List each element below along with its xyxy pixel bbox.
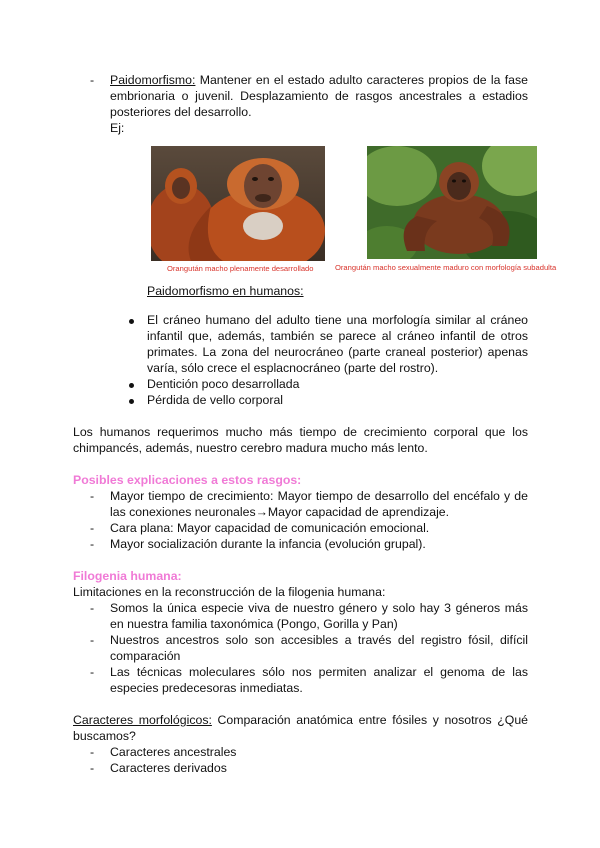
humanos-bullet-1: El cráneo humano del adulto tiene una morfología similar al cráneo infantil que, además, también se parece al cráneo infantil de otros primates. La zona del neurocráneo (parte craneal posterior) apenas varía, sólo crece el esplacnocráneo (parte del rostro).	[147, 313, 528, 375]
caracteres-text: Comparación anatómica entre fósiles y nosotros ¿Qué buscamos?	[73, 713, 529, 743]
orangutan-flanged-illustration	[151, 146, 325, 261]
dash-marker: -	[90, 633, 95, 647]
right-photo-caption: Orangután macho sexualmente maduro con morfología subadulta	[335, 263, 557, 272]
filogenia-item-1: Somos la única especie viva de nuestro género y solo hay 3 géneros más en nuestra familia taxonómica (Pongo, Gorilla y Pan)	[110, 601, 528, 631]
bullet-marker	[129, 319, 134, 324]
dash-marker: -	[90, 761, 95, 775]
explicaciones-heading: Posibles explicaciones a estos rasgos:	[73, 473, 302, 487]
orangutan-unflanged-photo	[367, 146, 537, 259]
explicacion-item-3: Mayor socialización durante la infancia (evolución grupal).	[110, 537, 426, 551]
humanos-bullet-3: Pérdida de vello corporal	[147, 393, 284, 407]
dash-marker: -	[90, 537, 95, 551]
dash-marker: -	[90, 521, 95, 535]
left-photo-caption: Orangután macho plenamente desarrollado	[167, 264, 314, 273]
filogenia-intro: Limitaciones en la reconstrucción de la filogenia humana:	[73, 585, 386, 599]
paidomorfismo-text: Mantener en el estado adulto caracteres propios de la fase embrionaria o juvenil. Desplazamiento de rasgos ancestrales a estadios posteriores del desarrollo.	[110, 73, 528, 119]
crecimiento-paragraph: Los humanos requerimos mucho más tiempo de crecimiento corporal que los chimpancés, además, nuestro cerebro madura mucho más lento.	[73, 425, 528, 455]
bullet-marker	[129, 399, 134, 404]
paidomorfismo-definition	[110, 72, 528, 120]
bullet-marker	[129, 383, 134, 388]
dash-marker: -	[90, 601, 95, 615]
filogenia-item-3: Las técnicas moleculares sólo nos permiten analizar el genoma de las especies predecesoras inmediatas.	[110, 665, 528, 695]
caracteres-term: Caracteres morfológicos:	[73, 713, 212, 727]
caracteres-paragraph	[73, 712, 528, 744]
humanos-heading: Paidomorfismo en humanos:	[147, 284, 304, 298]
explicacion-item-2: Cara plana: Mayor capacidad de comunicación emocional.	[110, 521, 430, 535]
dash-marker: -	[90, 745, 95, 759]
orangutan-flanged-photo	[151, 146, 325, 261]
caracteres-item-2: Caracteres derivados	[110, 761, 227, 775]
caracteres-item-1: Caracteres ancestrales	[110, 745, 237, 759]
orangutan-unflanged-illustration	[367, 146, 537, 259]
dash-marker: -	[90, 489, 95, 503]
explicacion-item-1: Mayor tiempo de crecimiento: Mayor tiempo de desarrollo del encéfalo y de las conexiones neuronales→Mayor capacidad de aprendizaje.	[110, 489, 528, 519]
dash-marker: -	[90, 73, 95, 87]
filogenia-heading: Filogenia humana:	[73, 569, 182, 583]
filogenia-item-2: Nuestros ancestros solo son accesibles a través del registro fósil, difícil comparación	[110, 633, 528, 663]
example-label: Ej:	[110, 121, 125, 135]
humanos-bullet-2: Dentición poco desarrollada	[147, 377, 300, 391]
dash-marker: -	[90, 665, 95, 679]
paidomorfismo-term: Paidomorfismo:	[110, 73, 196, 87]
